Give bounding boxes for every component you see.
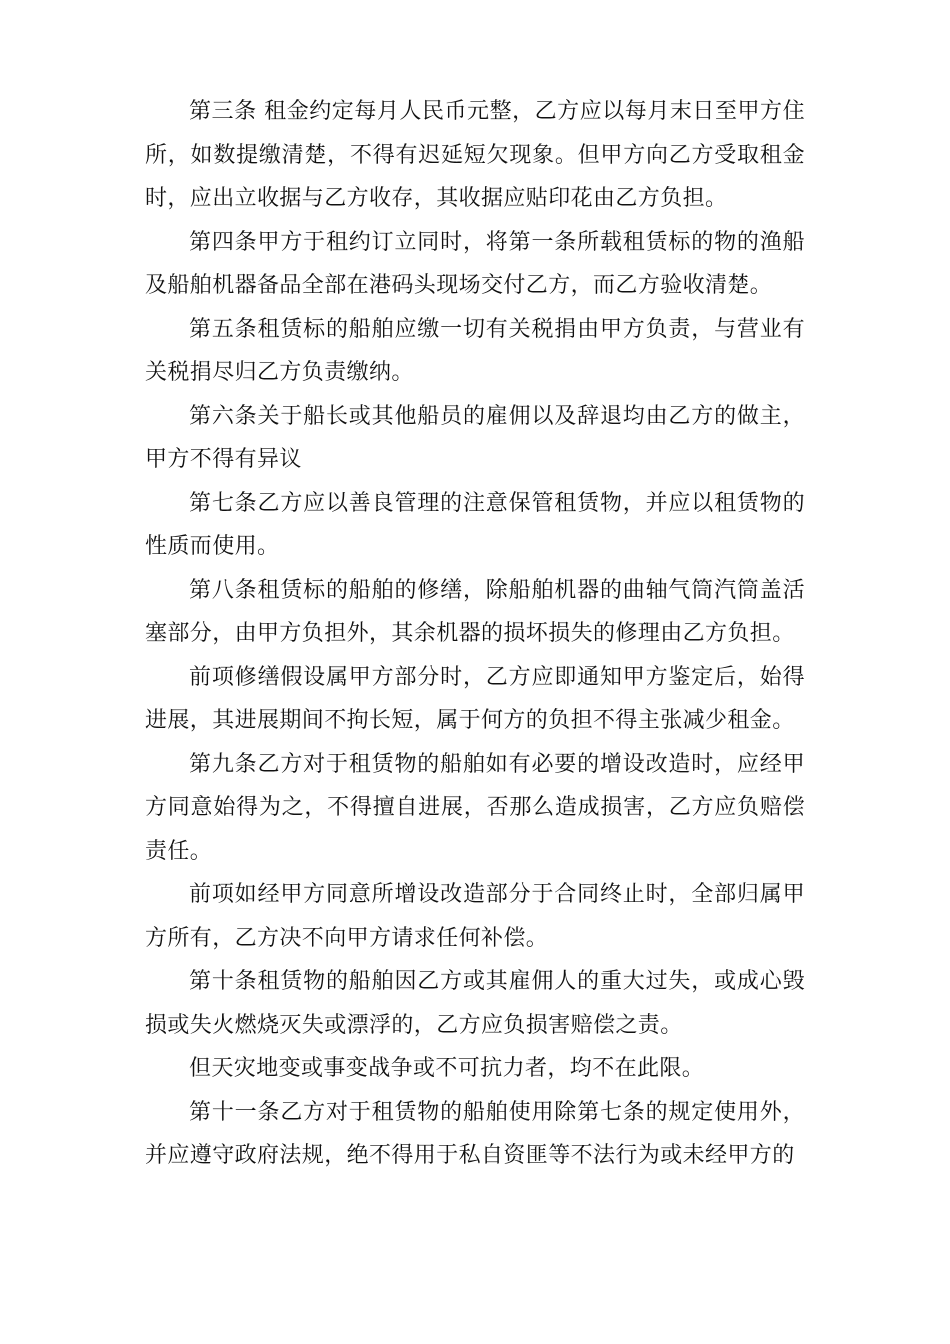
document-page [145,90,805,1178]
clause-9-modification-followup-paragraph: 前项如经甲方同意所增设改造部分于合同终止时，全部归属甲方所有，乙方决不向甲方请求任何补偿。 [145,882,805,951]
clause-10-exception-paragraph: 但天灾地变或事变战争或不可抗力者，均不在此限。 [189,1056,705,1081]
clause-4-delivery-paragraph: 第四条甲方于租约订立同时，将第一条所载租赁标的物的渔船及船舶机器备品全部在港码头现场交付乙方，而乙方验收清楚。 [145,229,805,298]
clause-11-usage-paragraph: 第十一条乙方对于租赁物的船舶使用除第七条的规定使用外，并应遵守政府法规，绝不得用于私自资匪等不法行为或未经甲方的 [145,1099,805,1168]
clause-8-repair-followup-paragraph: 前项修缮假设属甲方部分时，乙方应即通知甲方鉴定后，始得进展，其进展期间不拘长短，属于何方的负担不得主张减少租金。 [145,664,805,733]
clause-10-damage-paragraph: 第十条租赁物的船舶因乙方或其雇佣人的重大过失，或成心毁损或失火燃烧灭失或漂浮的，乙方应负损害赔偿之责。 [145,969,805,1038]
clause-6-crew-paragraph: 第六条关于船长或其他船员的雇佣以及辞退均由乙方的做主，甲方不得有异议 [145,403,805,472]
clause-7-care-paragraph: 第七条乙方应以善良管理的注意保管租赁物，并应以租赁物的性质而使用。 [145,490,805,559]
clause-3-rent-paragraph: 第三条 租金约定每月人民币元整，乙方应以每月末日至甲方住所，如数提缴清楚，不得有迟延短欠现象。但甲方向乙方受取租金时，应出立收据与乙方收存，其收据应贴印花由乙方负担。 [145,99,805,211]
clause-5-tax-paragraph: 第五条租赁标的船舶应缴一切有关税捐由甲方负责，与营业有关税捐尽归乙方负责缴纳。 [145,316,805,385]
clause-8-repair-paragraph: 第八条租赁标的船舶的修缮，除船舶机器的曲轴气筒汽筒盖活塞部分，由甲方负担外，其余机器的损坏损失的修理由乙方负担。 [145,577,805,646]
clause-9-modification-paragraph: 第九条乙方对于租赁物的船舶如有必要的增设改造时，应经甲方同意始得为之，不得擅自进展，否那么造成损害，乙方应负赔偿责任。 [145,751,805,864]
